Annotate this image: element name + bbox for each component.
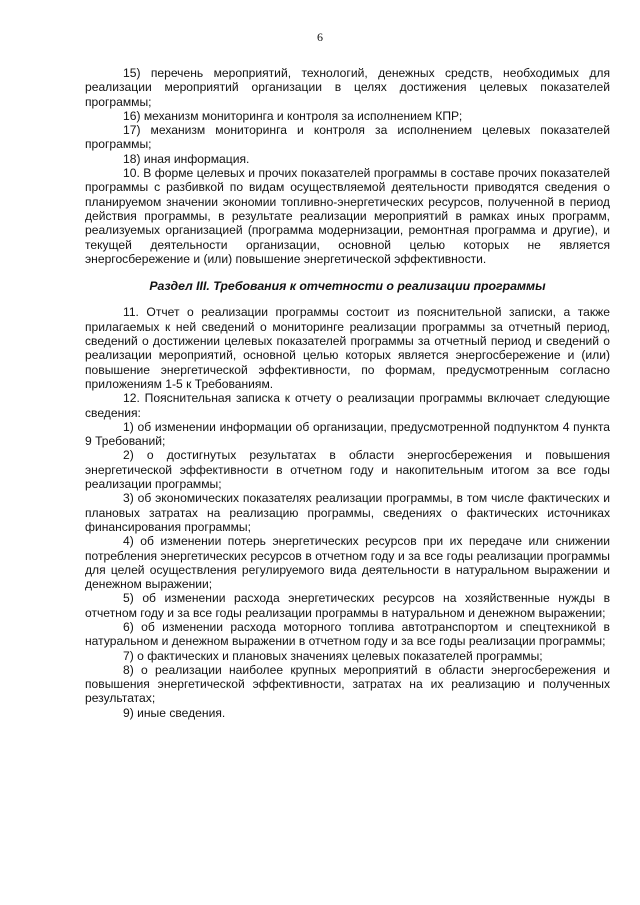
paragraph-clause-11: 11. Отчет о реализации программы состоит из пояснительной записки, а также прилагаемых к ней сведений о мониторинге реализации программы за отчетный период, сведений о достижении целевых показателей программы за отчетный период и сведений о реализации мероприятий, основной целью которых является энергосбережение и (или) повышение энергетической эффективности, по формам, предусмотренным согласно приложениям 1-5 к Требованиям. [85,305,610,391]
paragraph-subitem-8: 8) о реализации наиболее крупных мероприятий в области энергосбережения и повышения энергетической эффективности, затратах на их реализацию и полученных результатах; [85,662,610,706]
paragraph-subitem-9: 9) иные сведения. [123,705,226,720]
section-heading: Раздел III. Требования к отчетности о реализации программы [149,279,546,294]
paragraph-clause-12: 12. Пояснительная записка к отчету о реализации программы включает следующие сведения: [85,391,610,420]
paragraph-subitem-5: 5) об изменении расхода энергетических ресурсов на хозяйственные нужды в отчетном году и за все годы реализации программы в натуральном и денежном выражении; [85,591,610,620]
paragraph-subitem-2: 2) о достигнутых результатах в области энергосбережения и повышения энергетической эффективности в отчетном году и накопительным итогом за все годы реализации программы; [85,448,610,492]
paragraph-item-15: 15) перечень мероприятий, технологий, денежных средств, необходимых для реализации мероприятий организации в целях достижения целевых показателей программы; [85,66,610,109]
paragraph-item-17: 17) механизм мониторинга и контроля за исполнением целевых показателей программы; [85,123,610,152]
paragraph-subitem-3: 3) об экономических показателях реализации программы, в том числе фактических и плановых затратах на реализацию программы, сведениях о фактических источниках финансирования программы; [85,491,610,534]
paragraph-subitem-1: 1) об изменении информации об организации, предусмотренной подпунктом 4 пункта 9 Требований; [85,419,610,449]
paragraph-subitem-6: 6) об изменении расхода моторного топлива автотранспортом и спецтехникой в натуральном и денежном выражении в отчетном году и за все годы реализации программы; [85,619,610,649]
paragraph-item-16: 16) механизм мониторинга и контроля за исполнением КПР; [123,108,463,123]
document-body [85,66,610,720]
paragraph-subitem-7: 7) о фактических и плановых значениях целевых показателей программы; [123,648,543,663]
paragraph-item-18: 18) иная информация. [123,151,250,166]
paragraph-clause-10: 10. В форме целевых и прочих показателей программы в составе прочих показателей программы с разбивкой по видам осуществляемой деятельности приводятся сведения о планируемом значении экономии топливно-энергетических ресурсов, полученной в период действия программы, в результате реализации мероприятий в рамках иных программ, реализуемых организацией (программа модернизации, ремонтная программа и другие), и текущей деятельности организации, основной целью которых не является энергосбережение и (или) повышение энергетической эффективности. [85,166,610,266]
page-number: 6 [317,30,323,44]
paragraph-subitem-4: 4) об изменении потерь энергетических ресурсов при их передаче или снижении потребления энергетических ресурсов в отчетном году и за все годы реализации программы для целей осуществления регулируемого вида деятельности в натуральном выражении и денежном выражении; [85,534,610,592]
